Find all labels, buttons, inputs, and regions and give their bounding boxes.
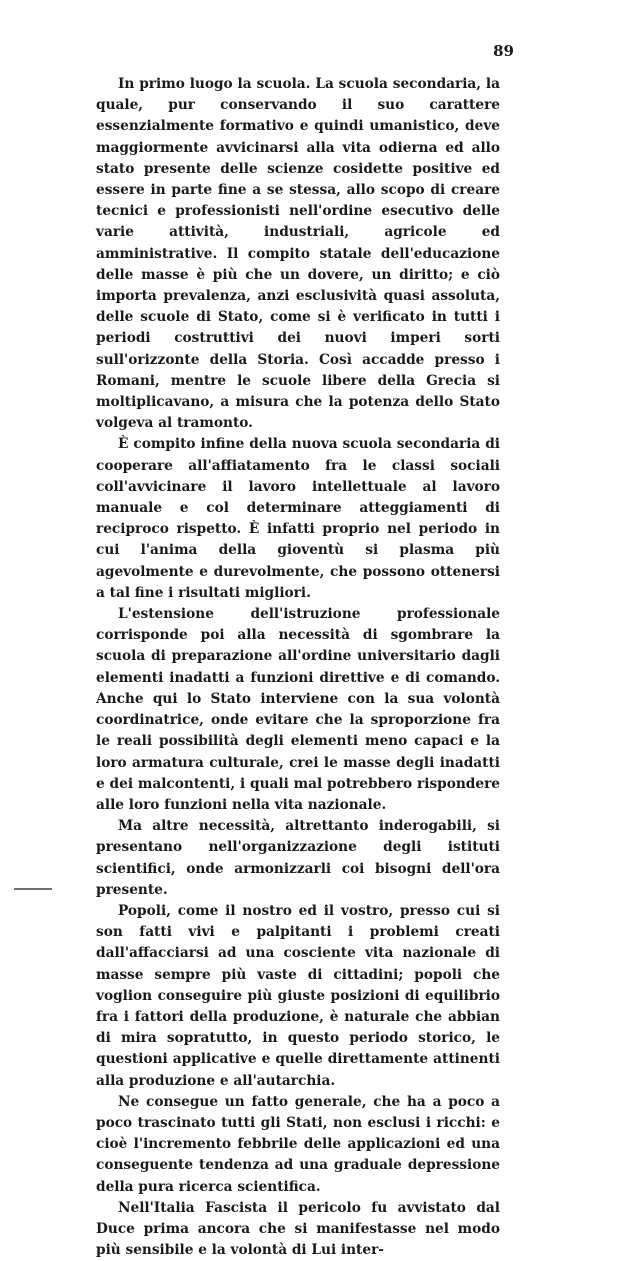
body-text [96, 74, 500, 1261]
paragraph-popoli: Popoli, come il nostro ed il vostro, presso cui si son fatti vivi e palpitanti i problemi creati dall'affacciarsi ad una cosciente vita nazionale di masse sempre più vaste di cittadini; popoli che voglion conseguire più giuste posizioni di equilibrio fra i fattori della produzione, è naturale che abbian di mira sopratutto, in questo periodo storico, le questioni applicative e quelle direttamente attinenti alla produzione e all'autarchia. [96, 902, 500, 1089]
paragraph-affiatamento: È compito infine della nuova scuola secondaria di cooperare all'affiatamento fra le classi sociali coll'avvicinare il lavoro intellettuale al lavoro manuale e col determinare atteggiamenti di reciproco rispetto. È infatti proprio nel periodo in cui l'anima della gioventù si plasma più agevolmente e durevolmente, che possono ottenersi a tal fine i risultati migliori. [96, 436, 500, 601]
bottom-rule [14, 888, 52, 890]
paragraph-fatto-generale: Ne consegue un fatto generale, che ha a poco a poco trascinato tutti gli Stati, non esclusi i ricchi: e cioè l'incremento febbrile delle applicazioni ed una conseguente tendenza ad una graduale depressione della pura ricerca scientifica. [96, 1093, 500, 1195]
paragraph-istituti-scientifici: Ma altre necessità, altrettanto inderogabili, si presentano nell'organizzazione degli istituti scientifici, onde armonizzarli coi bisogni dell'ora presente. [96, 818, 500, 898]
paragraph-scuola-secondaria: In primo luogo la scuola. La scuola secondaria, la quale, pur conservando il suo carattere essenzialmente formativo e quindi umanistico, deve maggiormente avvicinarsi alla vita odierna ed allo stato presente delle scienze cosidette positive ed essere in parte fine a se stessa, allo scopo di creare tecnici e professionisti nell'ordine esecutivo delle varie attività, industriali, agricole ed amministrative. Il compito statale dell'educazione delle masse è più che un dovere, un diritto; e ciò importa prevalenza, anzi esclusività quasi assoluta, delle scuole di Stato, come si è verificato in tutti i periodi costruttivi dei nuovi imperi sorti sull'orizzonte della Storia. Così accadde presso i Romani, mentre le scuole libere della Grecia si moltiplicavano, a misura che la potenza dello Stato volgeva al tramonto. [96, 76, 500, 432]
paragraph-italia-fascista: Nell'Italia Fascista il pericolo fu avvistato dal Duce prima ancora che si manifestasse nel modo più sensibile e la volontà di Lui inter- [96, 1199, 500, 1259]
paragraph-istruzione-professionale: L'estensione dell'istruzione professionale corrisponde poi alla necessità di sgombrare la scuola di preparazione all'ordine universitario dagli elementi inadatti a funzioni direttive e di comando. Anche qui lo Stato interviene con la sua volontà coordinatrice, onde evitare che la sproporzione fra le reali possibilità degli elementi meno capaci e la loro armatura culturale, crei le masse degli inadatti e dei malcontenti, i quali mal potrebbero rispondere alle loro funzioni nella vita nazionale. [96, 606, 500, 813]
page-number: 89 [493, 42, 514, 60]
